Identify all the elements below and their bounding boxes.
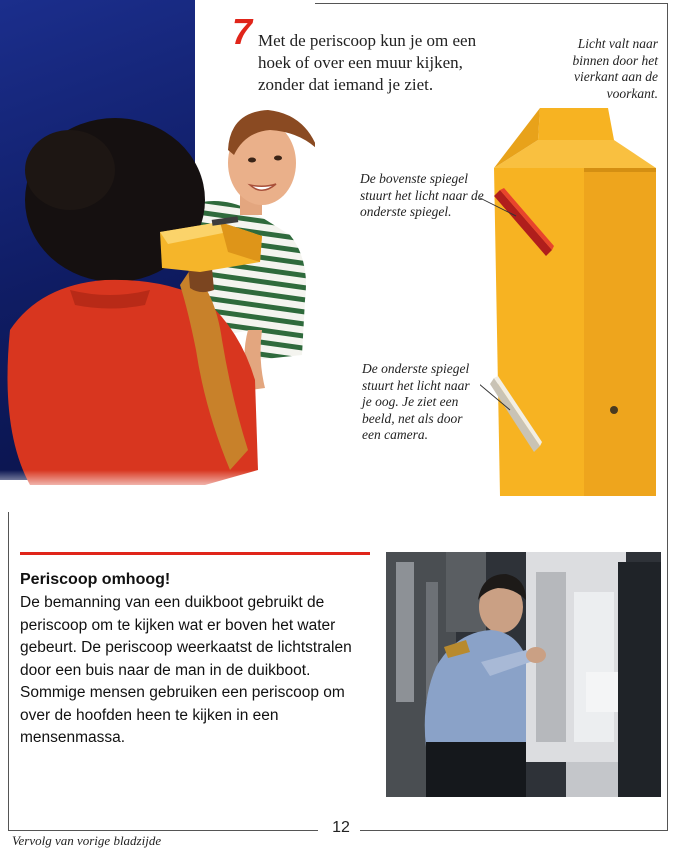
- continuation-note: Vervolg van vorige bladzijde: [12, 833, 162, 848]
- caption-lower-mirror: De onderste spiegel stuurt het licht naar je oog. Je ziet een beeld, net als door een camera.: [362, 361, 470, 442]
- step-instruction: Met de periscoop kun je om een hoek of over een muur kijken, zonder dat iemand je ziet.: [258, 31, 477, 94]
- submarine-periscope-photo: [386, 552, 661, 797]
- section-body: De bemanning van een duikboot gebruikt de periscoop om te kijken wat er boven het water gebeurt. De periscoop weerkaatst de lichtstralen door een buis naar de man in de duikboot. Sommige mensen gebruiken een periscoop om over de hoofden heen te kijken in een mensenmassa.: [20, 594, 352, 746]
- frame-line-left: [8, 512, 9, 830]
- step-number: 7: [232, 11, 253, 52]
- page-number: 12: [332, 819, 350, 836]
- submarine-illustration: [386, 552, 661, 797]
- frame-line-bottom-right: [360, 830, 668, 831]
- frame-line-bottom-left: [8, 830, 318, 831]
- section-heading: Periscoop omhoog!: [20, 571, 171, 588]
- caption-upper-mirror: De bovenste spiegel stuurt het licht naar de onderste spiegel.: [360, 171, 484, 219]
- carton-periscope-illustration: [480, 100, 660, 500]
- caption-light-in: Licht valt naar binnen door het vierkant aan de voorkant.: [572, 36, 658, 101]
- section-rule: [20, 552, 370, 555]
- photo-fade: [0, 470, 260, 495]
- frame-line-right: [667, 3, 668, 830]
